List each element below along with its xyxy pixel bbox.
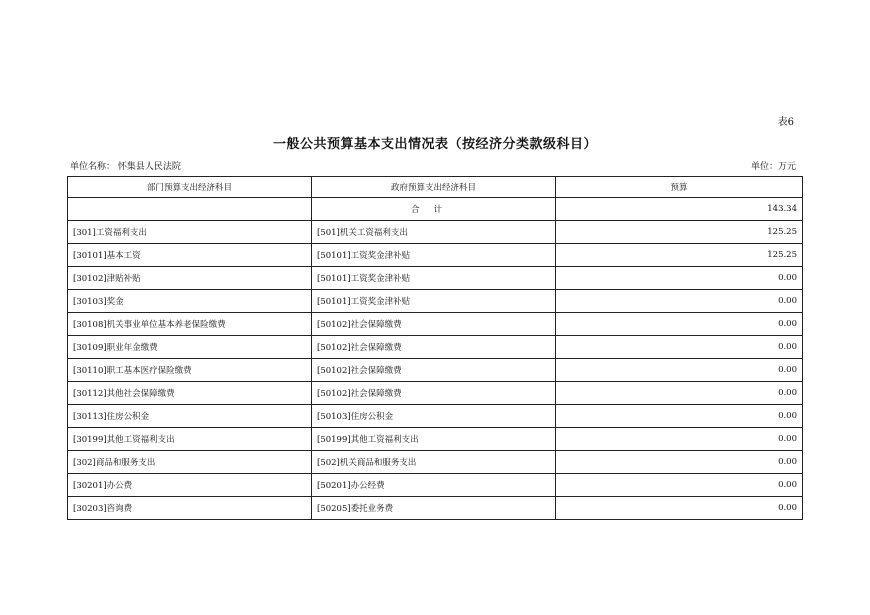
dept-subject-cell: [30112]其他社会保障缴费 <box>68 382 312 405</box>
gov-subject-cell: [50102]社会保障缴费 <box>312 382 556 405</box>
budget-amount-cell: 0.00 <box>556 497 803 520</box>
gov-subject-cell: [502]机关商品和服务支出 <box>312 451 556 474</box>
unit-name-label: 单位名称： <box>70 162 116 172</box>
dept-subject-cell: [302]商品和服务支出 <box>68 451 312 474</box>
total-row <box>68 198 803 221</box>
dept-subject-cell: [30108]机关事业单位基本养老保险缴费 <box>68 313 312 336</box>
budget-amount-cell: 125.25 <box>556 221 803 244</box>
header-budget: 预算 <box>556 177 803 198</box>
dept-subject-cell: [30103]奖金 <box>68 290 312 313</box>
header-row <box>68 177 803 198</box>
budget-amount-cell: 0.00 <box>556 336 803 359</box>
gov-subject-cell: [50102]社会保障缴费 <box>312 313 556 336</box>
budget-amount-cell: 0.00 <box>556 313 803 336</box>
gov-subject-cell: [50205]委托业务费 <box>312 497 556 520</box>
budget-amount-cell: 0.00 <box>556 267 803 290</box>
table-row <box>68 359 803 382</box>
dept-subject-cell: [30113]住房公积金 <box>68 405 312 428</box>
dept-subject-cell: [30102]津贴补贴 <box>68 267 312 290</box>
table-row <box>68 497 803 520</box>
dept-subject-cell: [30199]其他工资福利支出 <box>68 428 312 451</box>
gov-subject-cell: [50102]社会保障缴费 <box>312 336 556 359</box>
gov-subject-cell: [50201]办公经费 <box>312 474 556 497</box>
budget-amount-cell: 0.00 <box>556 405 803 428</box>
unit-name-line <box>70 159 181 172</box>
table-number: 表6 <box>777 117 794 128</box>
gov-subject-cell: [501]机关工资福利支出 <box>312 221 556 244</box>
gov-subject-cell: [50103]住房公积金 <box>312 405 556 428</box>
table-row <box>68 267 803 290</box>
budget-amount-cell: 0.00 <box>556 474 803 497</box>
gov-subject-cell: [50102]社会保障缴费 <box>312 359 556 382</box>
budget-amount-cell: 0.00 <box>556 290 803 313</box>
table-row <box>68 405 803 428</box>
gov-subject-cell: [50199]其他工资福利支出 <box>312 428 556 451</box>
header-dept-subject: 部门预算支出经济科目 <box>68 177 312 198</box>
total-empty-cell <box>68 198 312 221</box>
gov-subject-cell: [50101]工资奖金津补贴 <box>312 267 556 290</box>
budget-amount-cell: 0.00 <box>556 382 803 405</box>
budget-amount-cell: 125.25 <box>556 244 803 267</box>
table-row <box>68 221 803 244</box>
dept-subject-cell: [30101]基本工资 <box>68 244 312 267</box>
table-row <box>68 382 803 405</box>
table-row <box>68 290 803 313</box>
dept-subject-cell: [30110]职工基本医疗保险缴费 <box>68 359 312 382</box>
budget-table <box>67 176 803 520</box>
table-row <box>68 244 803 267</box>
page-title: 一般公共预算基本支出情况表（按经济分类款级科目） <box>272 137 597 152</box>
table-row <box>68 451 803 474</box>
currency-unit: 单位：万元 <box>750 162 796 172</box>
gov-subject-cell: [50101]工资奖金津补贴 <box>312 290 556 313</box>
total-value: 143.34 <box>556 198 803 221</box>
table-row <box>68 313 803 336</box>
table-row <box>68 474 803 497</box>
dept-subject-cell: [30109]职业年金缴费 <box>68 336 312 359</box>
budget-amount-cell: 0.00 <box>556 359 803 382</box>
dept-subject-cell: [301]工资福利支出 <box>68 221 312 244</box>
unit-name-value: 怀集县人民法院 <box>117 162 181 172</box>
dept-subject-cell: [30201]办公费 <box>68 474 312 497</box>
budget-amount-cell: 0.00 <box>556 451 803 474</box>
dept-subject-cell: [30203]咨询费 <box>68 497 312 520</box>
table-row <box>68 336 803 359</box>
gov-subject-cell: [50101]工资奖金津补贴 <box>312 244 556 267</box>
budget-amount-cell: 0.00 <box>556 428 803 451</box>
total-label: 合计 <box>312 198 556 221</box>
table-row <box>68 428 803 451</box>
header-gov-subject: 政府预算支出经济科目 <box>312 177 556 198</box>
